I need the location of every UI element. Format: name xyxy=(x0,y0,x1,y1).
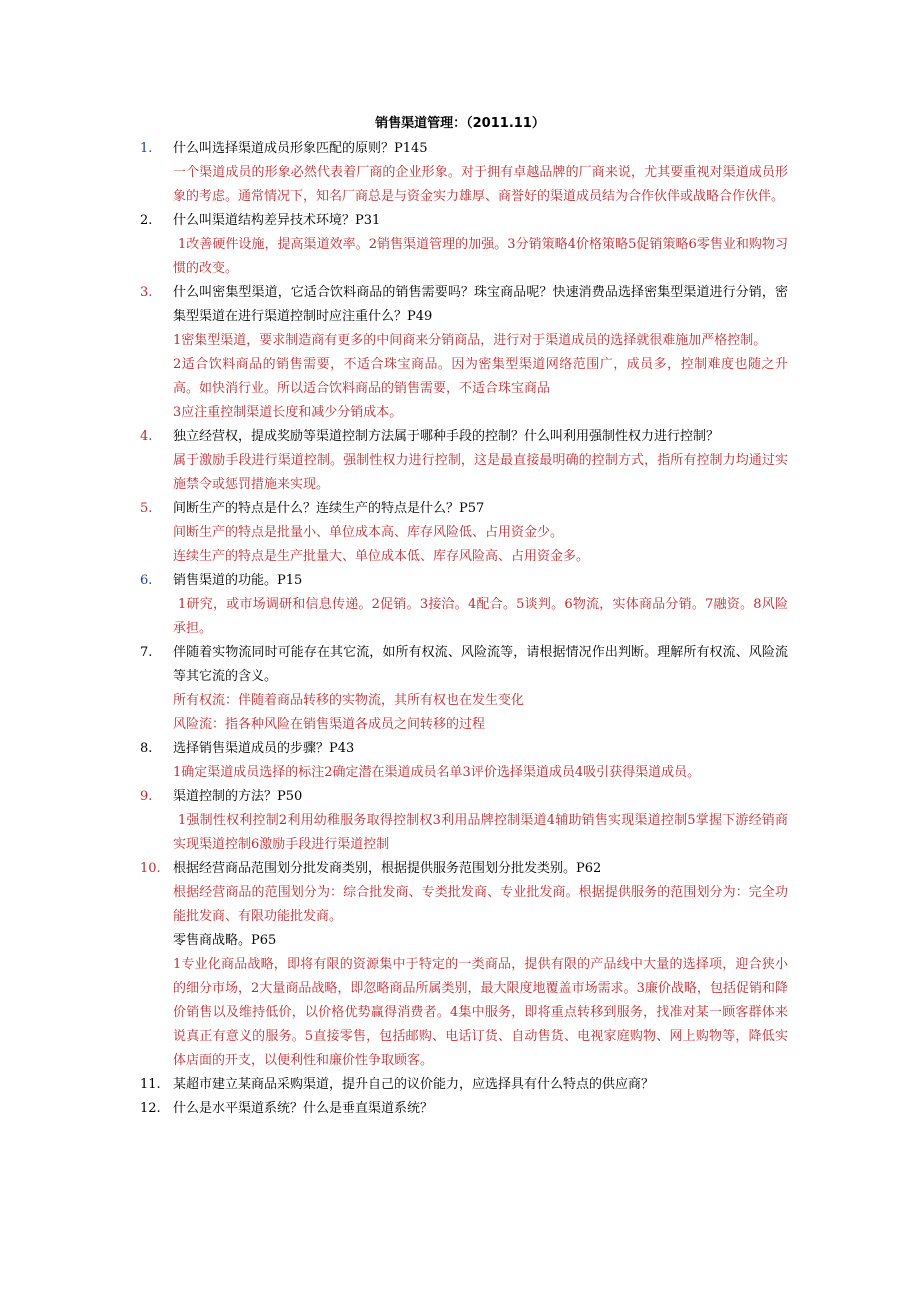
question-item-4 xyxy=(140,425,788,497)
question-item-10 xyxy=(140,857,788,929)
question-text: 独立经营权，提成奖励等渠道控制方法属于哪种手段的控制？什么叫利用强制性权力进行控制？ xyxy=(173,429,720,444)
question-number: 9. xyxy=(140,789,153,804)
question-item-7 xyxy=(140,641,788,737)
answer-text: 1研究，或市场调研和信息传递。2促销。3接洽。4配合。5谈判。6物流，实体商品分销。7融资。8风险承担。 xyxy=(173,597,788,636)
question-item-5 xyxy=(140,497,788,569)
question-text: 间断生产的特点是什么？连续生产的特点是什么？P57 xyxy=(173,501,485,516)
question-text: 选择销售渠道成员的步骤？P43 xyxy=(173,741,355,756)
question-number: 8. xyxy=(140,741,153,756)
answer-text: 2适合饮料商品的销售需要，不适合珠宝商品。因为密集型渠道网络范围广，成员多，控制难度也随之升高。如快消行业。所以适合饮料商品的销售需要，不适合珠宝商品 xyxy=(173,357,788,396)
question-text: 渠道控制的方法？P50 xyxy=(173,789,303,804)
question-item-6 xyxy=(140,569,788,641)
question-number: 1. xyxy=(140,141,153,156)
question-text: 零售商战略。P65 xyxy=(173,933,277,948)
answer-text: 风险流：指各种风险在销售渠道各成员之间转移的过程 xyxy=(173,717,486,732)
question-number: 12. xyxy=(140,1101,161,1116)
answer-text: 1密集型渠道，要求制造商有更多的中间商来分销商品，进行对于渠道成员的选择就很难施加严格控制。 xyxy=(173,333,767,348)
question-list xyxy=(140,137,788,1121)
question-number: 3. xyxy=(140,285,153,300)
question-text: 伴随着实物流同时可能存在其它流，如所有权流、风险流等，请根据情况作出判断。理解所有权流、风险流等其它流的含义。 xyxy=(173,645,788,684)
question-text: 根据经营商品范围划分批发商类别，根据提供服务范围划分批发类别。P62 xyxy=(173,861,602,876)
answer-text: 3应注重控制渠道长度和减少分销成本。 xyxy=(173,405,403,420)
question-text: 销售渠道的功能。P15 xyxy=(173,573,303,588)
answer-text: 1专业化商品战略，即将有限的资源集中于特定的一类商品，提供有限的产品线中大量的选择项，迎合狭小的细分市场，2大量商品战略，即忽略商品所属类别，最大限度地覆盖市场需求。3廉价战略，包括促销和降价销售以及维持低价，以价格优势赢得消费者。4集中服务，即将重点转移到服务，找准对某一顾客群体来说真正有意义的服务。5直接零售，包括邮购、电话订货、自动售货、电视家庭购物、网上购物等，降低实体店面的开支，以便利性和廉价性争取顾客。 xyxy=(173,957,788,1068)
question-item-9 xyxy=(140,785,788,857)
question-item-8 xyxy=(140,737,788,785)
question-text: 什么叫渠道结构差异技术环境？P31 xyxy=(173,213,381,228)
answer-text: 1强制性权利控制2利用幼稚服务取得控制权3利用品牌控制渠道4辅助销售实现渠道控制5掌握下游经销商实现渠道控制6激励手段进行渠道控制 xyxy=(173,813,788,852)
question-text: 某超市建立某商品采购渠道，提升自己的议价能力，应选择具有什么特点的供应商？ xyxy=(173,1077,655,1092)
question-item-2 xyxy=(140,209,788,281)
question-number: 6. xyxy=(140,573,153,588)
question-item-retail-strategy xyxy=(140,929,788,1073)
question-item-3 xyxy=(140,281,788,425)
question-number: 5. xyxy=(140,501,153,516)
question-number: 4. xyxy=(140,429,153,444)
answer-text: 间断生产的特点是批量小、单位成本高、库存风险低、占用资金少。 xyxy=(173,525,564,540)
answer-text: 1改善硬件设施，提高渠道效率。2销售渠道管理的加强。3分销策略4价格策略5促销策略6零售业和购物习惯的改变。 xyxy=(173,237,788,276)
answer-text: 所有权流：伴随着商品转移的实物流，其所有权也在发生变化 xyxy=(173,693,525,708)
question-text: 什么叫选择渠道成员形象匹配的原则？P145 xyxy=(173,141,428,156)
answer-text: 连续生产的特点是生产批量大、单位成本低、库存风险高、占用资金多。 xyxy=(173,549,590,564)
question-text: 什么是水平渠道系统？什么是垂直渠道系统？ xyxy=(173,1101,434,1116)
answer-text: 属于激励手段进行渠道控制。强制性权力进行控制，这是最直接最明确的控制方式，指所有控制力均通过实施禁令或惩罚措施来实现。 xyxy=(173,453,788,492)
question-text: 什么叫密集型渠道，它适合饮料商品的销售需要吗？珠宝商品呢？快速消费品选择密集型渠道进行分销，密集型渠道在进行渠道控制时应注重什么？P49 xyxy=(173,285,788,324)
question-number: 2. xyxy=(140,213,153,228)
question-item-11 xyxy=(140,1073,788,1097)
document-title: 销售渠道管理：（2011.11） xyxy=(375,116,545,131)
question-number: 11. xyxy=(140,1077,161,1092)
answer-text: 根据经营商品的范围划分为：综合批发商、专类批发商、专业批发商。根据提供服务的范围划分为：完全功能批发商、有限功能批发商。 xyxy=(173,885,788,924)
answer-text: 一个渠道成员的形象必然代表着厂商的企业形象。对于拥有卓越品牌的厂商来说，尤其要重视对渠道成员形象的考虑。通常情况下，知名厂商总是与资金实力雄厚、商誉好的渠道成员结为合作伙伴或战略合作伙伴。 xyxy=(173,165,788,204)
answer-text: 1确定渠道成员选择的标注2确定潜在渠道成员名单3评价选择渠道成员4吸引获得渠道成员。 xyxy=(173,765,701,780)
question-number: 10. xyxy=(140,861,161,876)
question-item-12 xyxy=(140,1097,788,1121)
question-number: 7. xyxy=(140,645,153,660)
question-item-1 xyxy=(140,137,788,209)
